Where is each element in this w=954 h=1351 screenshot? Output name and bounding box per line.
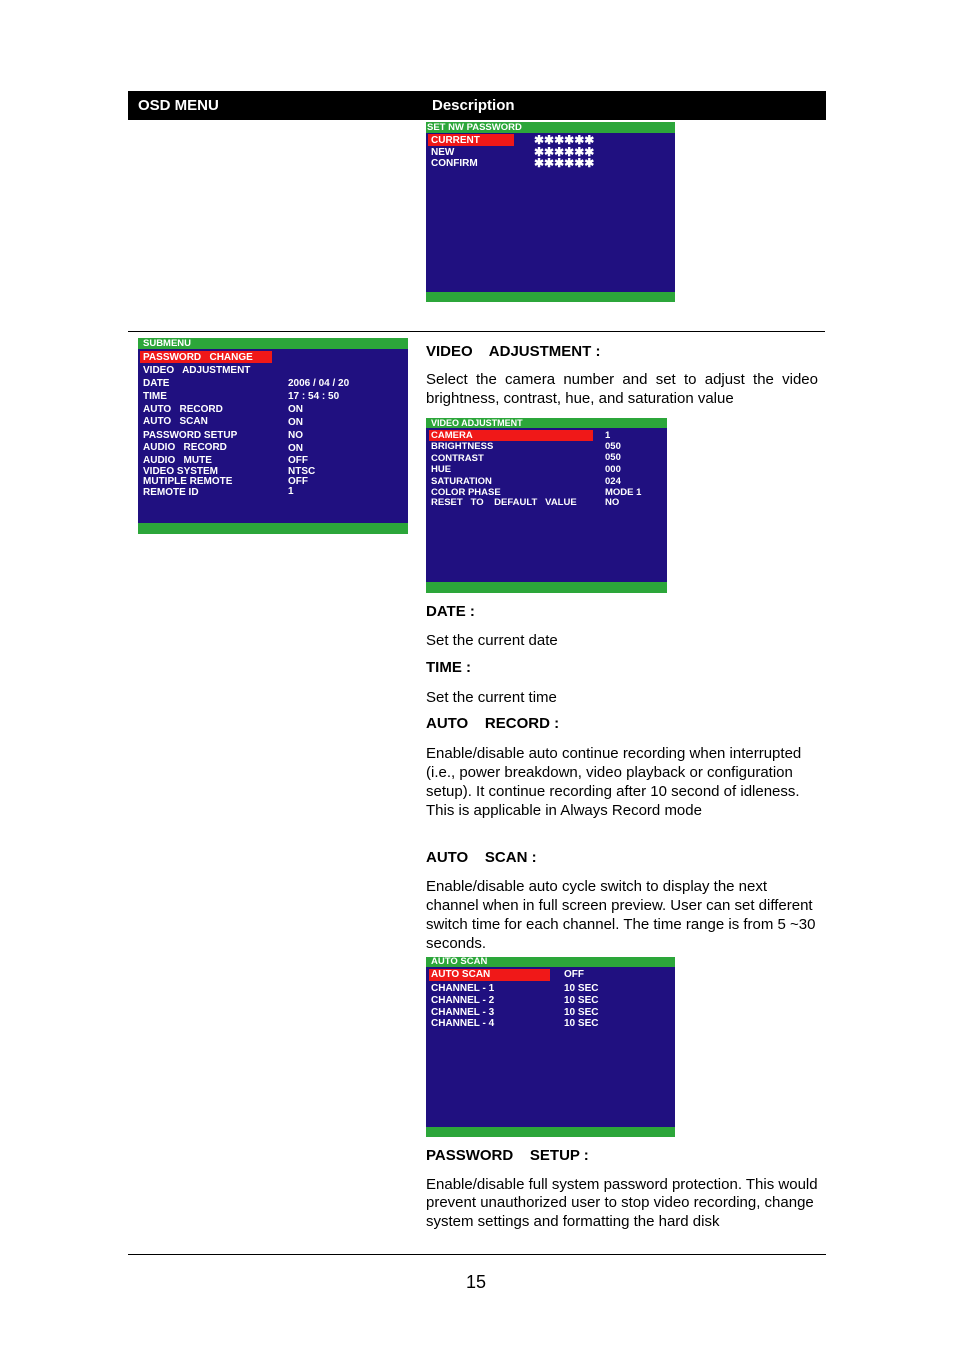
osd-row-value: OFF bbox=[564, 969, 584, 980]
osd-row-value: ✱✱✱✱✱✱ bbox=[534, 156, 595, 170]
osd-row-label: AUTO SCAN bbox=[431, 969, 491, 980]
submenu-osd-screen bbox=[138, 338, 408, 534]
osd-bottom-bar bbox=[426, 582, 667, 593]
col-osd-menu-header: OSD MENU bbox=[138, 97, 219, 114]
osd-row-label: VIDEO ADJUSTMENT bbox=[143, 365, 251, 376]
osd-row-value: 10 SEC bbox=[564, 983, 599, 994]
osd-row-value: 024 bbox=[605, 476, 621, 487]
osd-row-label: DATE bbox=[143, 378, 170, 389]
osd-row-label: AUDIO MUTE bbox=[143, 455, 212, 466]
auto-scan-osd-screen bbox=[426, 957, 675, 1137]
auto-scan-heading: AUTO SCAN : bbox=[426, 849, 537, 866]
osd-row-label: HUE bbox=[431, 464, 452, 475]
password-setup-text: Enable/disable full system password protection. This would prevent unauthorized user to stop video recording, change system settings and formatting the hard disk bbox=[426, 1176, 818, 1230]
osd-row-label: AUTO RECORD bbox=[143, 404, 223, 415]
table-header bbox=[128, 91, 826, 120]
osd-row-label: AUTO SCAN bbox=[143, 416, 208, 427]
osd-title-bar: AUTO SCAN bbox=[426, 957, 675, 967]
osd-row-value: 1 bbox=[605, 430, 611, 441]
osd-row-label: CHANNEL - 3 bbox=[431, 1007, 495, 1018]
osd-row-value: NO bbox=[605, 497, 620, 508]
video-adjustment-heading: VIDEO ADJUSTMENT : bbox=[426, 343, 601, 360]
time-heading: TIME : bbox=[426, 659, 471, 676]
osd-row-label: SATURATION bbox=[431, 476, 492, 487]
osd-row-label: PASSWORD CHANGE bbox=[143, 352, 253, 363]
osd-row-value: OFF bbox=[288, 455, 308, 466]
osd-row-label: RESET TO DEFAULT VALUE bbox=[431, 497, 577, 508]
auto-record-heading: AUTO RECORD : bbox=[426, 715, 560, 732]
osd-row-value: 050 bbox=[605, 452, 621, 463]
osd-row-value: 17 : 54 : 50 bbox=[288, 391, 340, 402]
osd-row-label: NEW bbox=[431, 147, 455, 158]
osd-row-value: 10 SEC bbox=[564, 995, 599, 1006]
osd-row-label: TIME bbox=[143, 391, 167, 402]
osd-row-value: OFF bbox=[288, 476, 308, 487]
osd-row-label: CAMERA bbox=[431, 430, 473, 441]
osd-row-label: PASSWORD SETUP bbox=[143, 430, 238, 441]
osd-row-value: NTSC bbox=[288, 466, 316, 477]
page-number: 15 bbox=[466, 1272, 487, 1292]
osd-row-label: BRIGHTNESS bbox=[431, 441, 494, 452]
osd-row-value: NO bbox=[288, 430, 303, 441]
auto-record-text: Enable/disable auto continue recording when interrupted (i.e., power breakdown, video playback or configuration setup). It continue recording after 10 second of idleness. This is applicable in Always Record mode bbox=[426, 745, 802, 819]
osd-row-label: COLOR PHASE bbox=[431, 487, 501, 498]
table-bottom-rule bbox=[128, 1254, 826, 1255]
osd-row-value: MODE 1 bbox=[605, 487, 642, 498]
osd-row-value: 2006 / 04 / 20 bbox=[288, 378, 350, 389]
osd-row-label: CONFIRM bbox=[431, 158, 478, 169]
osd-row-label: MUTIPLE REMOTE bbox=[143, 476, 233, 487]
video-adjustment-osd-screen bbox=[426, 418, 667, 593]
password-setup-heading: PASSWORD SETUP : bbox=[426, 1147, 589, 1164]
time-text: Set the current time bbox=[426, 689, 557, 706]
osd-row-value: 1 bbox=[288, 486, 294, 497]
osd-row-value: ✱✱✱✱✱✱ bbox=[534, 145, 595, 159]
osd-row-label: CONTRAST bbox=[431, 453, 484, 464]
osd-row-label: CHANNEL - 1 bbox=[431, 983, 495, 994]
osd-row-label: VIDEO SYSTEM bbox=[143, 466, 219, 477]
osd-row-value: ON bbox=[288, 404, 303, 415]
col-description-header: Description bbox=[432, 97, 515, 114]
osd-title-bar: SUBMENU bbox=[138, 338, 408, 349]
osd-row-value: ✱✱✱✱✱✱ bbox=[534, 133, 595, 147]
osd-row-label: AUDIO RECORD bbox=[143, 442, 227, 453]
auto-scan-text: Enable/disable auto cycle switch to display the next channel when in full screen preview. User can set different switch time for each channel. The time range is from 5 ~30 seconds. bbox=[426, 878, 816, 952]
osd-bottom-bar bbox=[138, 523, 408, 534]
date-heading: DATE : bbox=[426, 603, 475, 620]
osd-row-value: ON bbox=[288, 417, 303, 428]
osd-row-label: CURRENT bbox=[431, 135, 480, 146]
row-divider bbox=[128, 331, 825, 332]
osd-row-label: CHANNEL - 4 bbox=[431, 1018, 495, 1029]
osd-row-label: CHANNEL - 2 bbox=[431, 995, 495, 1006]
osd-title-bar: VIDEO ADJUSTMENT bbox=[426, 418, 667, 428]
osd-bottom-bar bbox=[426, 292, 675, 302]
video-adjustment-text: Select the camera number and set to adjust the video brightness, contrast, hue, and saturation value bbox=[426, 371, 818, 407]
osd-bottom-bar bbox=[426, 1127, 675, 1137]
osd-row-label: REMOTE ID bbox=[143, 487, 199, 498]
osd-row-value: 10 SEC bbox=[564, 1007, 599, 1018]
osd-row-value: 050 bbox=[605, 441, 621, 452]
osd-row-value: 000 bbox=[605, 464, 621, 475]
osd-row-value: 10 SEC bbox=[564, 1018, 599, 1029]
date-text: Set the current date bbox=[426, 632, 558, 649]
osd-row-value: ON bbox=[288, 443, 303, 454]
osd-title-bar: SET NW PASSWORD bbox=[426, 122, 675, 133]
password-osd-screen bbox=[426, 122, 675, 302]
